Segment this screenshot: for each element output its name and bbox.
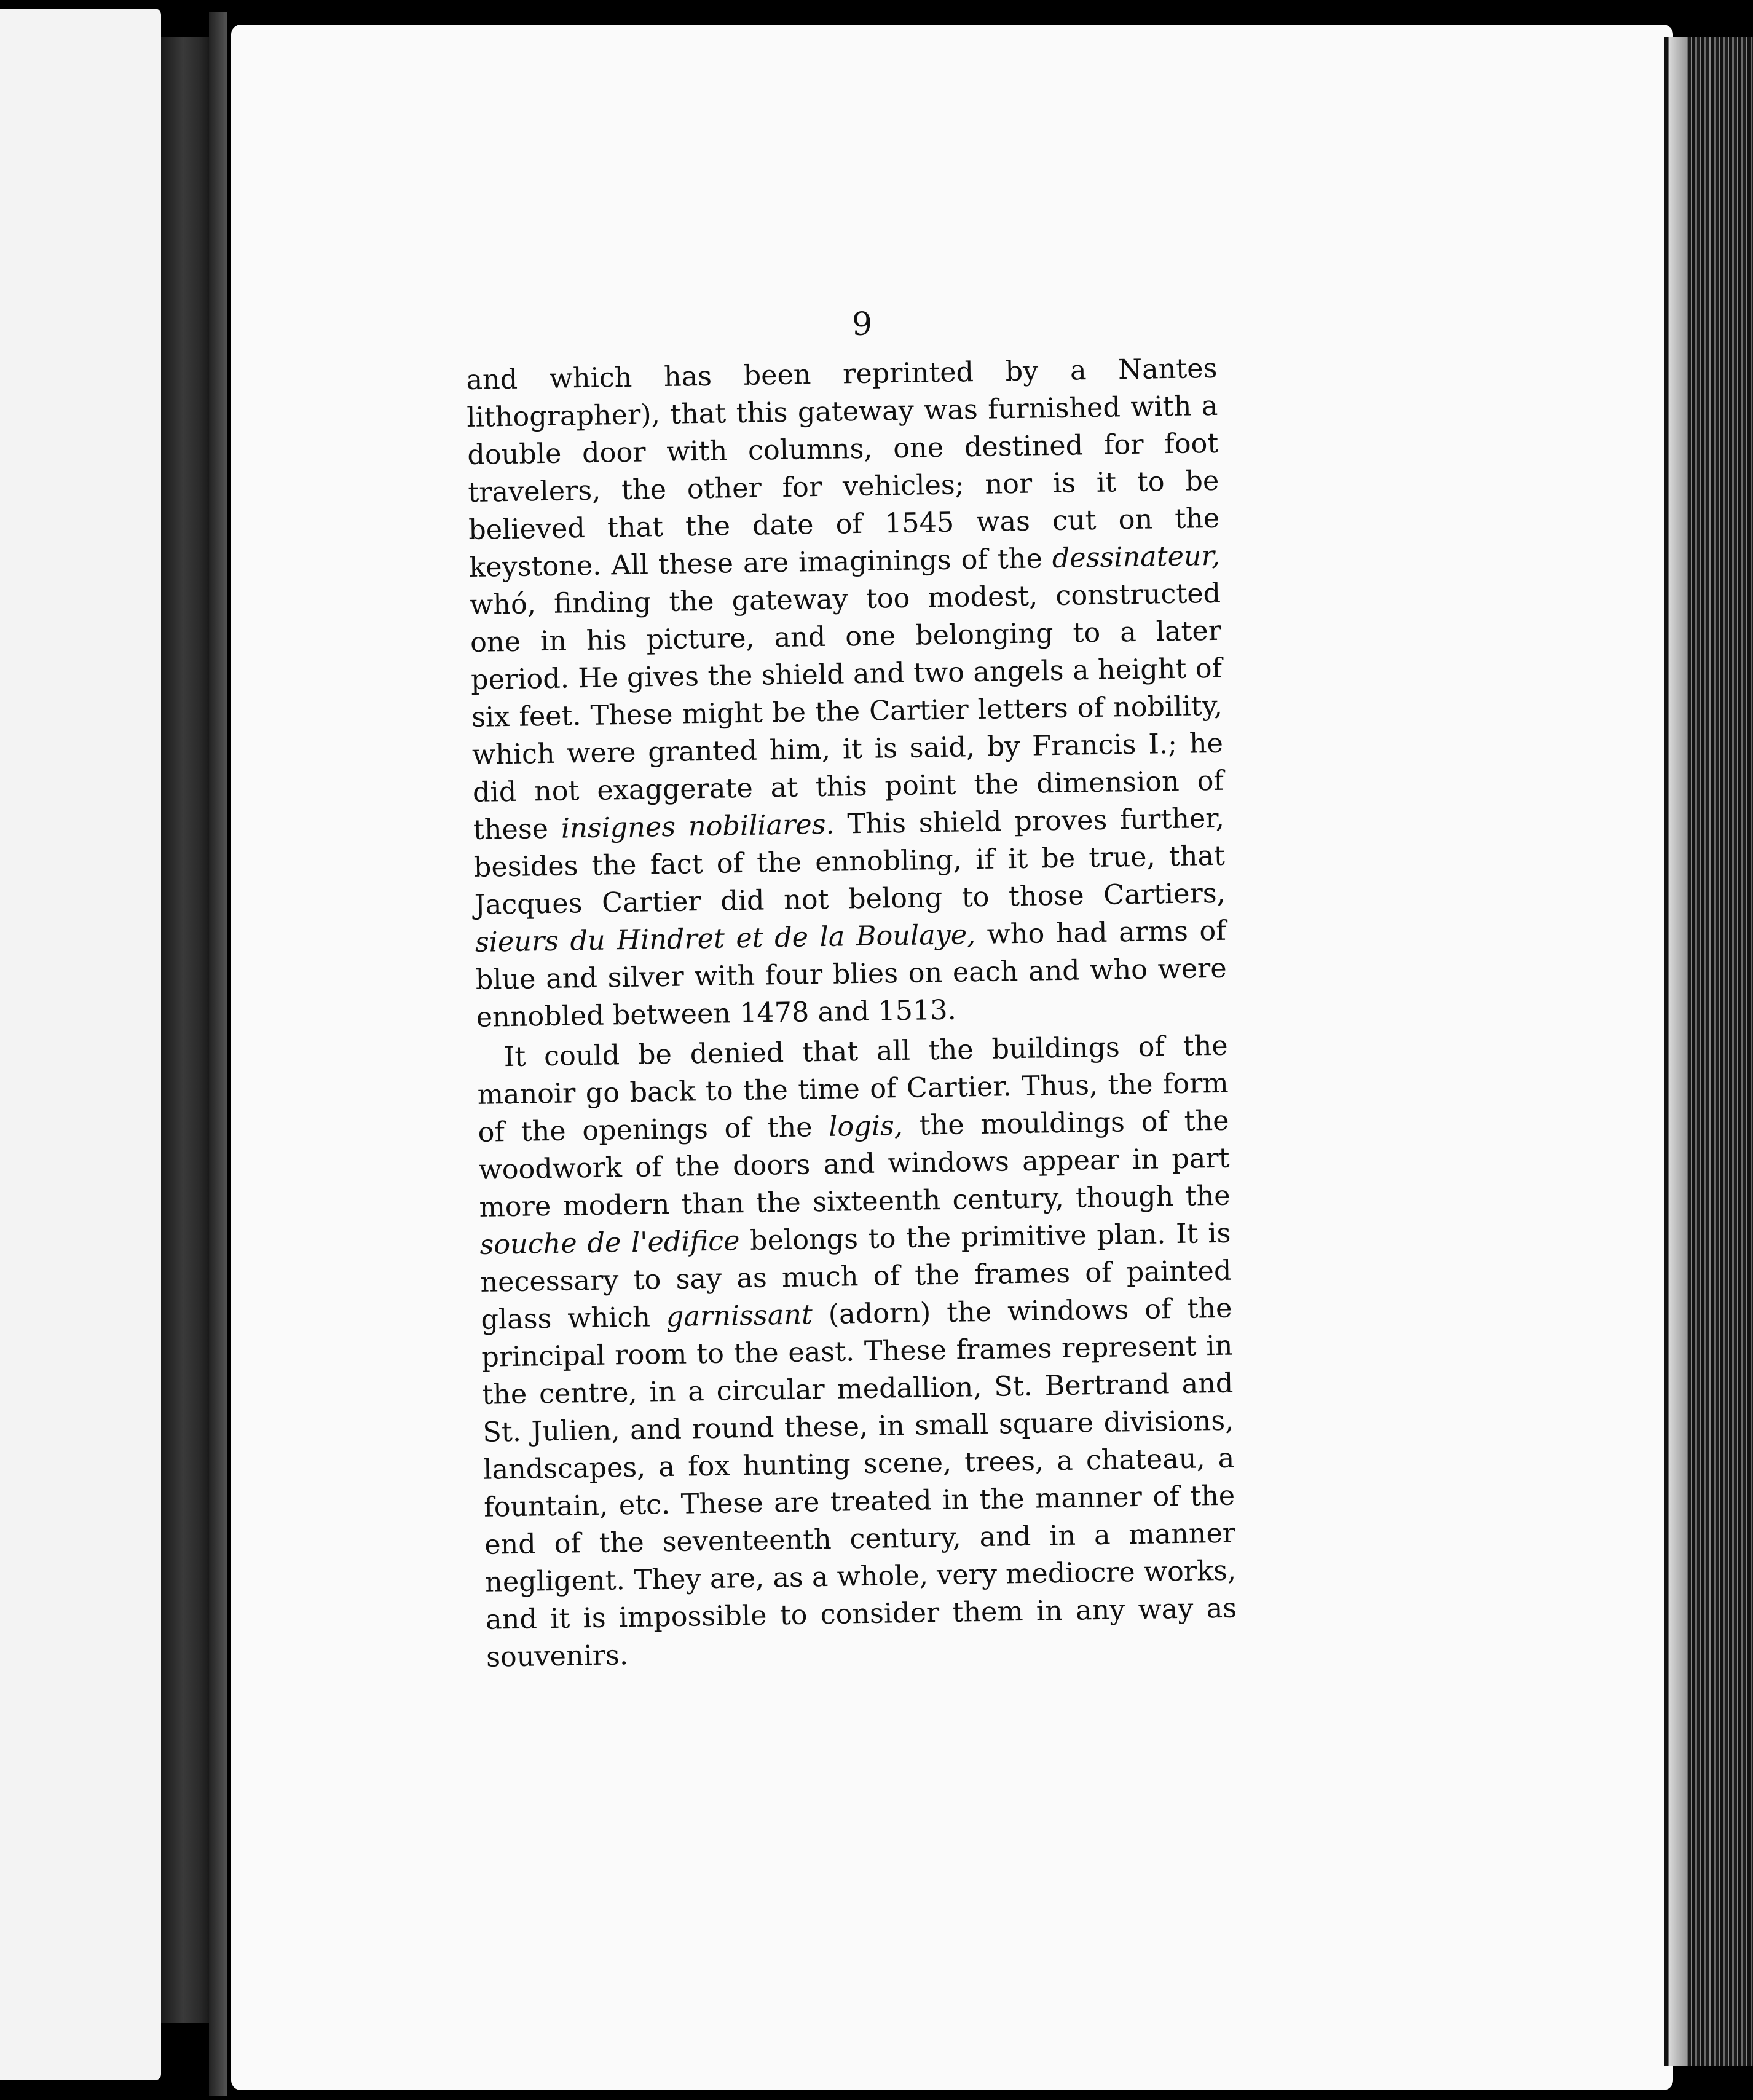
body-text <box>466 350 1237 1676</box>
book-gutter <box>161 37 216 2023</box>
italic-garnissant: garnissant <box>666 1299 813 1333</box>
previous-page-edge <box>0 9 161 2080</box>
paragraph-1-text-1: and which has been reprinted by a Nantes lithographer), that this gateway was furnished with a double door with columns, one destined for foot travelers, the other for vehicles; nor is it to be believed that the date of 1545 was cut on the keystone. All these are imaginings of the <box>466 352 1220 583</box>
paragraph-2 <box>476 1027 1237 1676</box>
page-edge-highlight <box>1669 37 1687 2066</box>
paragraph-1-text-2: whó, finding the gateway too modest, constructed one in his picture, and one belonging to a later period. He gives the shield and two angels a height of six feet. These might be the Cartier letters of nobility, which were granted him, it is said, by Francis I.; he did not exaggerate at this point the dimension of these <box>469 577 1224 846</box>
gutter-highlight <box>209 12 227 2096</box>
paragraph-2-text-3: belongs to the primitive plan. It is necessary to say as much of the frames of painted glass which <box>480 1217 1232 1336</box>
italic-logis: logis, <box>828 1110 904 1143</box>
italic-insignes-nobiliares: insignes nobiliares. <box>561 808 835 845</box>
paragraph-1-text-4: who had arms of blue and silver with four blies on each and who were ennobled between 1478 and 1513. <box>475 915 1227 1033</box>
italic-dessinateur: dessinateur, <box>1052 540 1221 575</box>
italic-sieurs-du-hindret: sieurs du Hindret et de la Boulaye, <box>475 919 976 958</box>
paragraph-1 <box>466 350 1227 1036</box>
paragraph-1-text-3: This shield proves further, besides the fact of the ennobling, if it be true, that Jacques Cartier did not belong to those Cartiers, <box>473 802 1226 921</box>
paragraph-2-text-4: (adorn) the windows of the principal room to the east. These frames represent in the centre, in a circular medallion, St. Bertrand and St. Julien, and round these, in small square divisions, landscapes, a fox hunting scene, trees, a chateau, a fountain, etc. These are treated in the manner of the end of the seventeenth century, and in a manner negligent. They are, as a whole, very mediocre works, and it is impossible to consider them in any way as souvenirs. <box>481 1292 1237 1673</box>
page-number: 9 <box>852 306 873 343</box>
italic-souche-de-l-edifice: souche de l'edifice <box>479 1225 740 1261</box>
paragraph-2-text-1: It could be denied that all the buildings of the manoir go back to the time of Cartier. Thus, the form of the openings of the <box>477 1030 1229 1148</box>
paragraph-2-text-2: the mouldings of the woodwork of the doors and windows appear in part more modern than the sixteenth century, though the <box>478 1105 1231 1223</box>
